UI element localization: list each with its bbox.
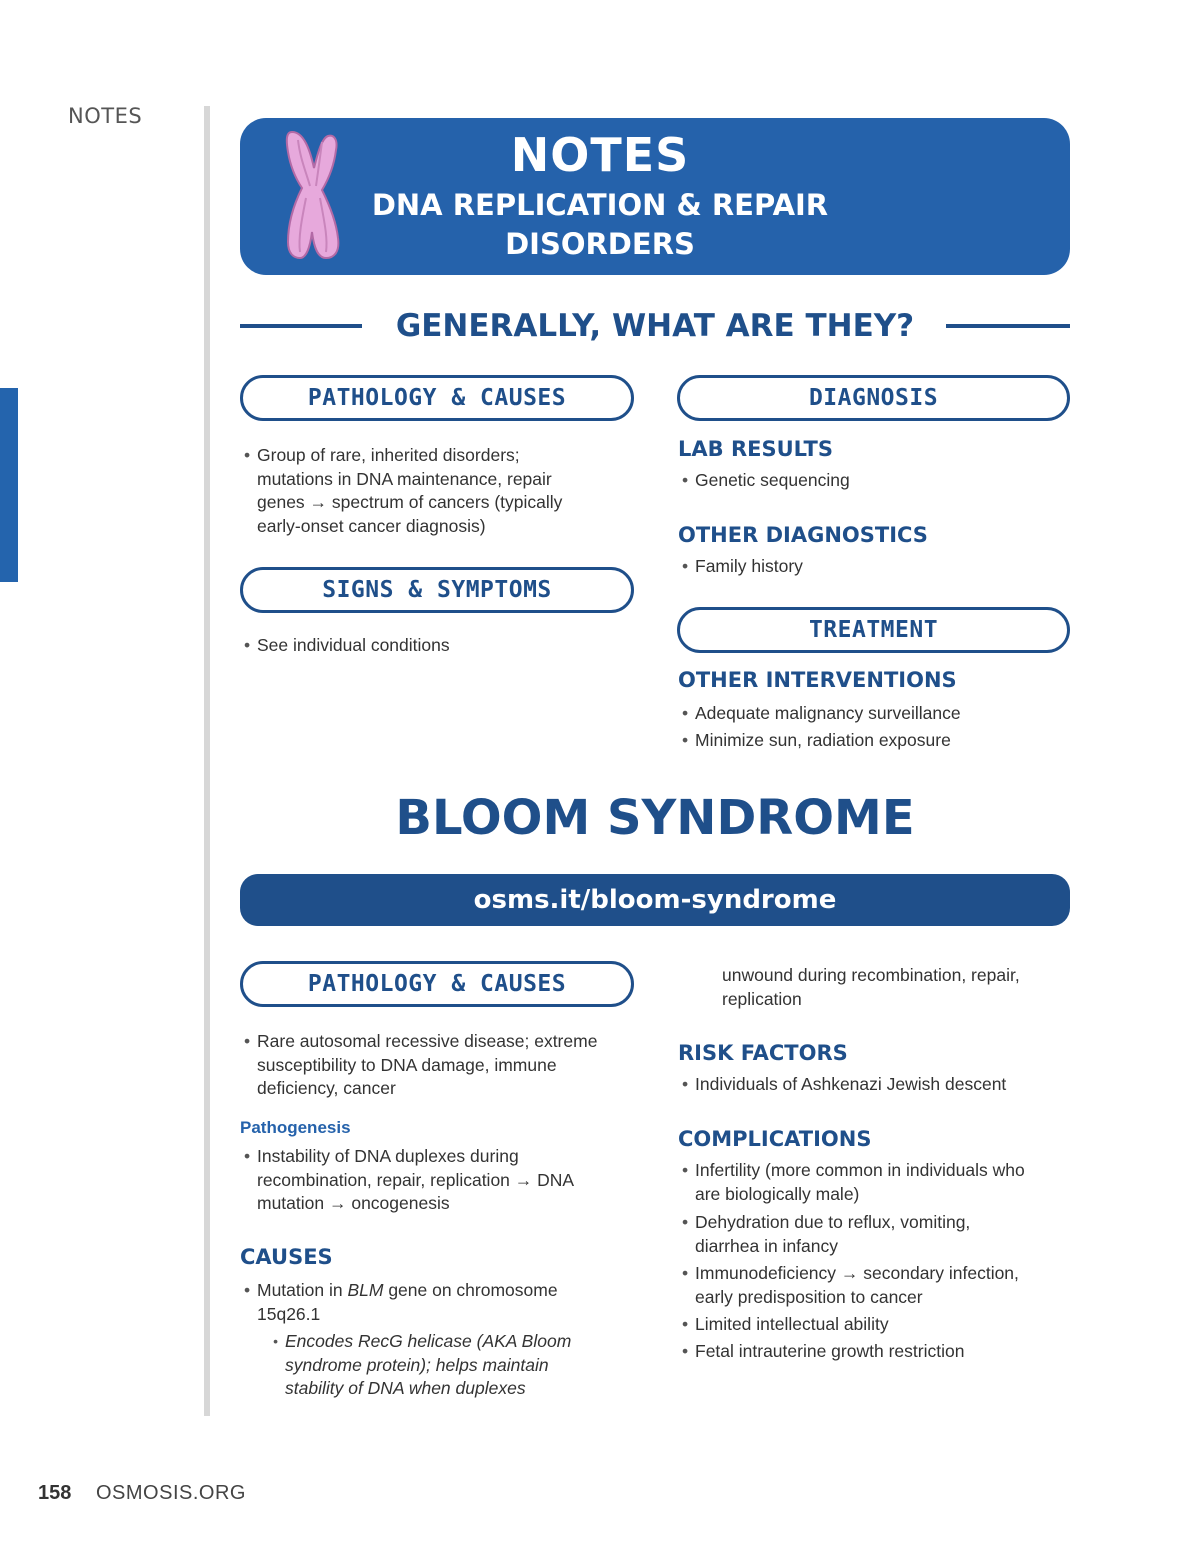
chapter-tab <box>0 388 18 582</box>
bloom-title: BLOOM SYNDROME <box>395 790 915 846</box>
other-diagnostics-heading: OTHER DIAGNOSTICS <box>678 523 928 547</box>
other-diagnostics-item: • Family history <box>695 555 803 579</box>
other-interventions-heading: OTHER INTERVENTIONS <box>678 668 957 692</box>
site-name: OSMOSIS.ORG <box>96 1482 246 1504</box>
causes-heading: CAUSES <box>240 1245 333 1269</box>
general-pathology-item: • Group of rare, inherited disorders; mutations in DNA maintenance, repair genes → spectrum of cancers (typically early-onset cancer diagnosis) <box>257 444 562 538</box>
pathology-pill: PATHOLOGY & CAUSES <box>240 375 634 421</box>
diagnosis-pill: DIAGNOSIS <box>677 375 1070 421</box>
page-subtitle: DNA REPLICATION & REPAIR DISORDERS <box>371 188 829 261</box>
signs-item: • See individual conditions <box>257 634 450 658</box>
complication-item: • Infertility (more common in individuals who are biologically male) <box>695 1159 1025 1206</box>
margin-divider <box>204 106 210 1416</box>
intervention-item: • Minimize sun, radiation exposure <box>695 729 951 753</box>
complications-heading: COMPLICATIONS <box>678 1127 872 1151</box>
general-heading: GENERALLY, WHAT ARE THEY? <box>395 308 915 344</box>
intervention-item: • Adequate malignancy surveillance <box>695 702 961 726</box>
bloom-url-link[interactable]: osms.it/bloom-syndrome <box>240 874 1070 926</box>
pathogenesis-heading: Pathogenesis <box>240 1118 351 1137</box>
complication-item: • Fetal intrauterine growth restriction <box>695 1340 964 1364</box>
pathogenesis-item: • Instability of DNA duplexes during recombination, repair, replication → DNA mutation → oncogenesis <box>257 1145 574 1216</box>
complication-item: • Dehydration due to reflux, vomiting, diarrhea in infancy <box>695 1211 970 1258</box>
causes-subitem: • Encodes RecG helicase (AKA Bloom syndrome protein); helps maintain stability of DNA when duplexes <box>285 1330 571 1401</box>
risk-factors-heading: RISK FACTORS <box>678 1041 848 1065</box>
page-title: NOTES <box>510 128 690 182</box>
complication-item: • Immunodeficiency → secondary infection, early predisposition to cancer <box>695 1262 1019 1309</box>
general-section-banner <box>240 304 1070 348</box>
complication-item: • Limited intellectual ability <box>695 1313 889 1337</box>
treatment-pill: TREATMENT <box>677 607 1070 653</box>
causes-item: • Mutation in BLM gene on chromosome 15q26.1 <box>257 1279 558 1326</box>
margin-notes-label: NOTES <box>68 104 143 128</box>
lab-results-heading: LAB RESULTS <box>678 437 833 461</box>
page-number: 158 <box>38 1482 72 1504</box>
bloom-intro-item: • Rare autosomal recessive disease; extreme susceptibility to DNA damage, immune deficiency, cancer <box>257 1030 597 1101</box>
bloom-pathology-pill: PATHOLOGY & CAUSES <box>240 961 634 1007</box>
causes-subitem-continued: unwound during recombination, repair, replication <box>722 965 1020 1009</box>
risk-factor-item: • Individuals of Ashkenazi Jewish descent <box>695 1073 1006 1097</box>
signs-pill: SIGNS & SYMPTOMS <box>240 567 634 613</box>
lab-results-item: • Genetic sequencing <box>695 469 850 493</box>
